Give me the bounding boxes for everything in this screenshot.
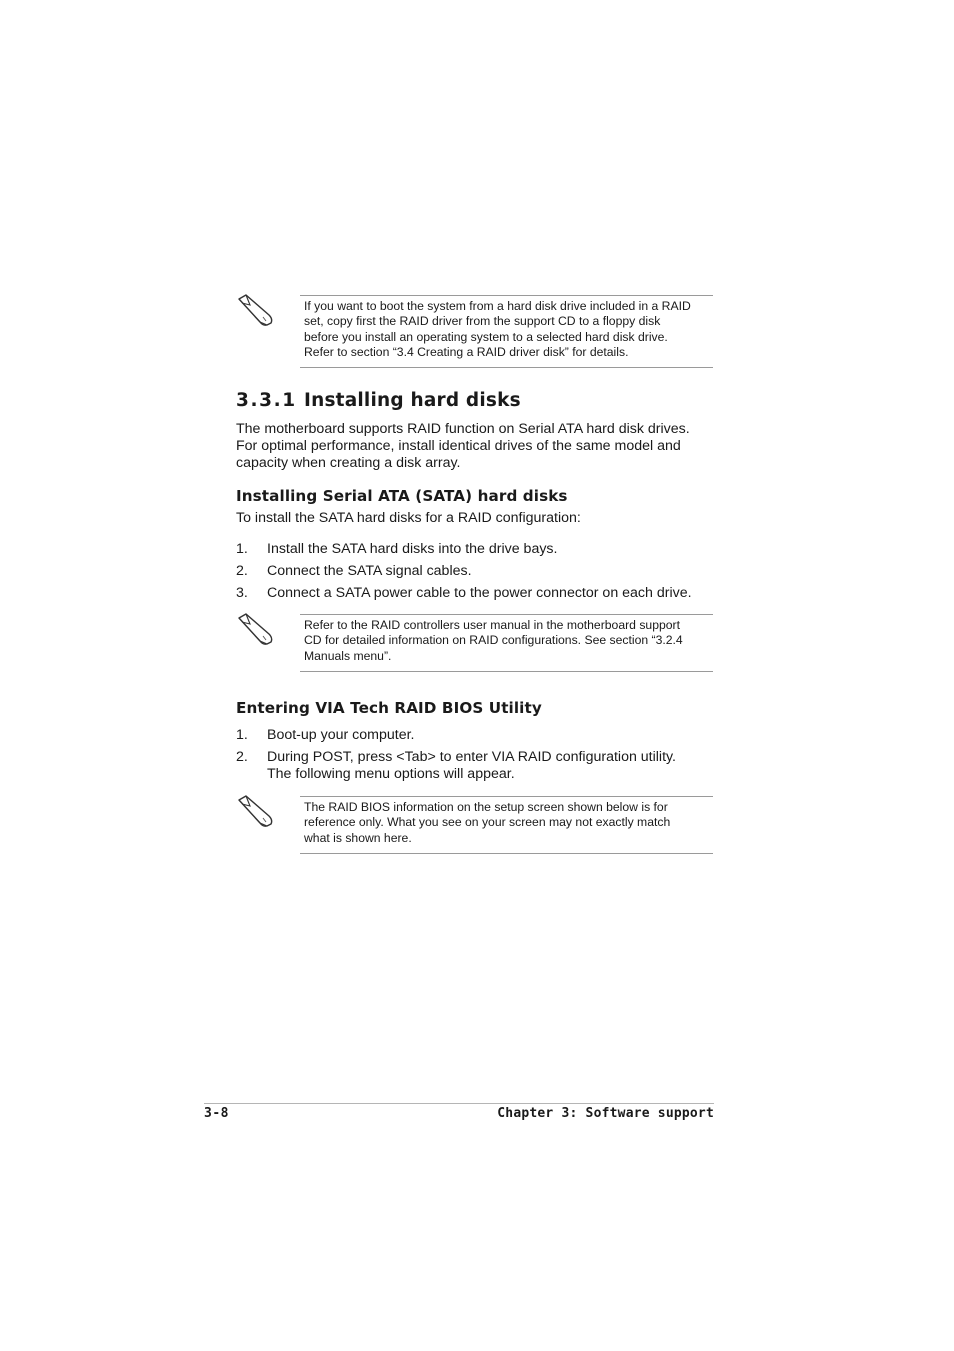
footer-divider xyxy=(204,1103,714,1104)
note-line: Refer to the RAID controllers user manual in the motherboard support xyxy=(304,618,680,632)
note-box-bios-reference xyxy=(300,796,713,854)
step-number: 2. xyxy=(236,749,248,765)
subsection-heading-via: Entering VIA Tech RAID BIOS Utility xyxy=(236,699,542,717)
step-number: 3. xyxy=(236,585,248,601)
step-text: Install the SATA hard disks into the drive bays. xyxy=(267,541,558,557)
note-line: Refer to section “3.4 Creating a RAID driver disk” for details. xyxy=(304,344,629,359)
step-number: 1. xyxy=(236,727,248,743)
step-number: 1. xyxy=(236,541,248,557)
step-text: The following menu options will appear. xyxy=(267,766,515,783)
section-number: 3.3.1 xyxy=(236,390,297,411)
note-line: CD for detailed information on RAID configurations. See section “3.2.4 xyxy=(304,633,683,648)
note-line: The RAID BIOS information on the setup screen shown below is for xyxy=(304,800,668,814)
step-number: 2. xyxy=(236,563,248,579)
step-text: During POST, press <Tab> to enter VIA RAID configuration utility. xyxy=(267,749,677,765)
intro-line: capacity when creating a disk array. xyxy=(236,455,461,472)
note-line: reference only. What you see on your screen may not exactly match xyxy=(304,815,671,830)
note-line: If you want to boot the system from a hard disk drive included in a RAID xyxy=(304,299,691,313)
section-title: Installing hard disks xyxy=(304,390,521,411)
step-text: Connect a SATA power cable to the power connector on each drive. xyxy=(267,585,692,601)
pencil-icon xyxy=(236,293,276,327)
intro-line: For optimal performance, install identical drives of the same model and xyxy=(236,438,681,455)
section-intro xyxy=(236,421,716,473)
note-line: Manuals menu”. xyxy=(304,648,392,663)
page-number: 3-8 xyxy=(204,1106,229,1121)
subsection-heading-sata: Installing Serial ATA (SATA) hard disks xyxy=(236,487,568,505)
note-box-boot-raid xyxy=(300,295,713,368)
step-text: Connect the SATA signal cables. xyxy=(267,563,472,579)
sata-intro-line: To install the SATA hard disks for a RAID configuration: xyxy=(236,510,581,526)
note-box-raid-manual xyxy=(300,614,713,672)
intro-line: The motherboard supports RAID function on Serial ATA hard disk drives. xyxy=(236,421,690,437)
note-line: before you install an operating system to a selected hard disk drive. xyxy=(304,329,668,344)
section-heading xyxy=(236,390,521,411)
note-line: what is shown here. xyxy=(304,830,412,845)
pencil-icon xyxy=(236,794,276,828)
step-text: Boot-up your computer. xyxy=(267,727,415,743)
pencil-icon xyxy=(236,612,276,646)
sata-intro xyxy=(236,510,716,527)
note-line: set, copy first the RAID driver from the support CD to a floppy disk xyxy=(304,314,661,329)
chapter-title: Chapter 3: Software support xyxy=(497,1106,714,1121)
